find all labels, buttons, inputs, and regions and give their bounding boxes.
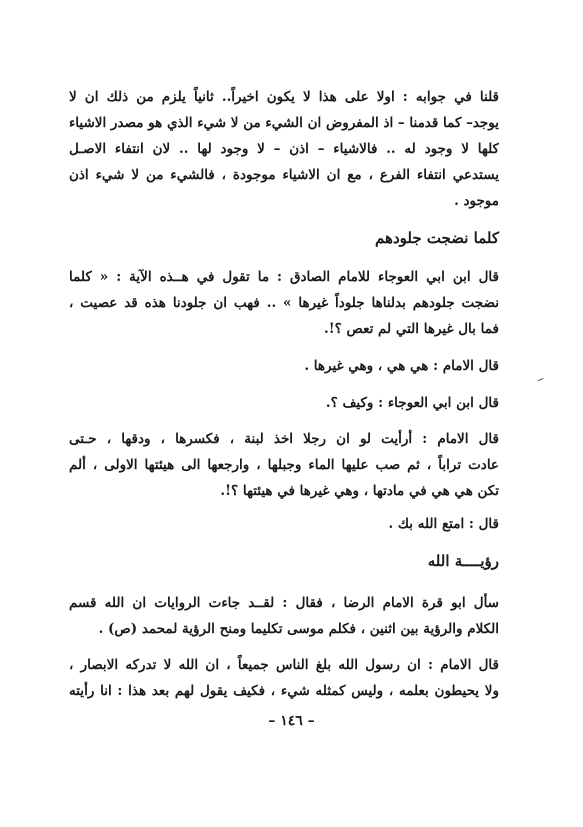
paragraph-7 [69, 590, 499, 642]
text-line: قلنا في جوابه : اولا على هذا لا يكون اخيراً.. ثانياً يلزم من ذلك ان لا [69, 89, 499, 105]
text-line: الكلام والرؤية بين اثنين ، فكلم موسى تكليما ومنح الرؤية لمحمد (ص) . [98, 621, 499, 637]
paragraph-6 [69, 511, 499, 537]
text-line: قال ابن ابي العوجاء : وكيف ؟. [325, 395, 499, 411]
section-heading-1: كلما نضجت جلودهم [375, 229, 499, 247]
text-line: قال الامام : ان رسول الله بلغ الناس جميعاً ، ان الله لا تدركه الابصار ، [69, 657, 499, 673]
paragraph-5 [69, 426, 499, 504]
text-line: تكن هي هي في مادتها ، وهي غيرها في هيئتها ؟!. [220, 483, 499, 499]
text-line: قال الامام : هي هي ، وهي غيرها . [304, 358, 499, 374]
paragraph-4 [69, 390, 499, 416]
text-line: قال الامام : أرأيت لو ان رجلا اخذ لبنة ، فكسرها ، ودقها ، حـتى [69, 431, 499, 447]
section-heading-2: رؤيــــة الله [427, 552, 499, 570]
paragraph-2 [69, 264, 499, 342]
text-line: نضجت جلودهم بدلناها جلوداً غيرها » .. فهب ان جلودنا هذه قد عصيت ، [69, 295, 499, 311]
text-line: سأل ابو قرة الامام الرضا ، فقال : لقــد جاءت الروايات ان الله قسم [69, 595, 499, 611]
text-line: عادت تراباً ، ثم صب عليها الماء وجبلها ، وارجعها الى هيئتها الاولى ، ألم [69, 457, 499, 473]
paragraph-1 [69, 84, 499, 214]
text-line: قال ابن ابي العوجاء للامام الصادق : ما تقول في هــذه الآية : « كلما [69, 269, 499, 285]
scan-mark [537, 378, 544, 384]
text-line: قال : امتع الله بك . [388, 516, 499, 532]
text-line: فما بال غيرها التي لم تعص ؟!. [324, 321, 499, 337]
text-line: ولا يحيطون بعلمه ، وليس كمثله شيء ، فكيف يقول لهم بعد هذا : انا رأيته [69, 683, 499, 699]
text-line: يستدعي انتفاء الفرع ، مع ان الاشياء موجودة ، فالشيء من لا شيء اذن [69, 167, 499, 183]
text-line: كلها لا وجود له .. فالاشياء – اذن – لا وجود لها .. لان انتفاء الاصـل [69, 141, 499, 157]
page-number: – ١٤٦ – [268, 713, 315, 729]
paragraph-8 [69, 652, 499, 704]
text-line: يوجد– كما قدمنا – اذ المفروض ان الشيء من لا شيء الذي هو مصدر الاشياء [69, 115, 499, 131]
text-line: موجود . [454, 193, 499, 209]
paragraph-3 [69, 353, 499, 379]
